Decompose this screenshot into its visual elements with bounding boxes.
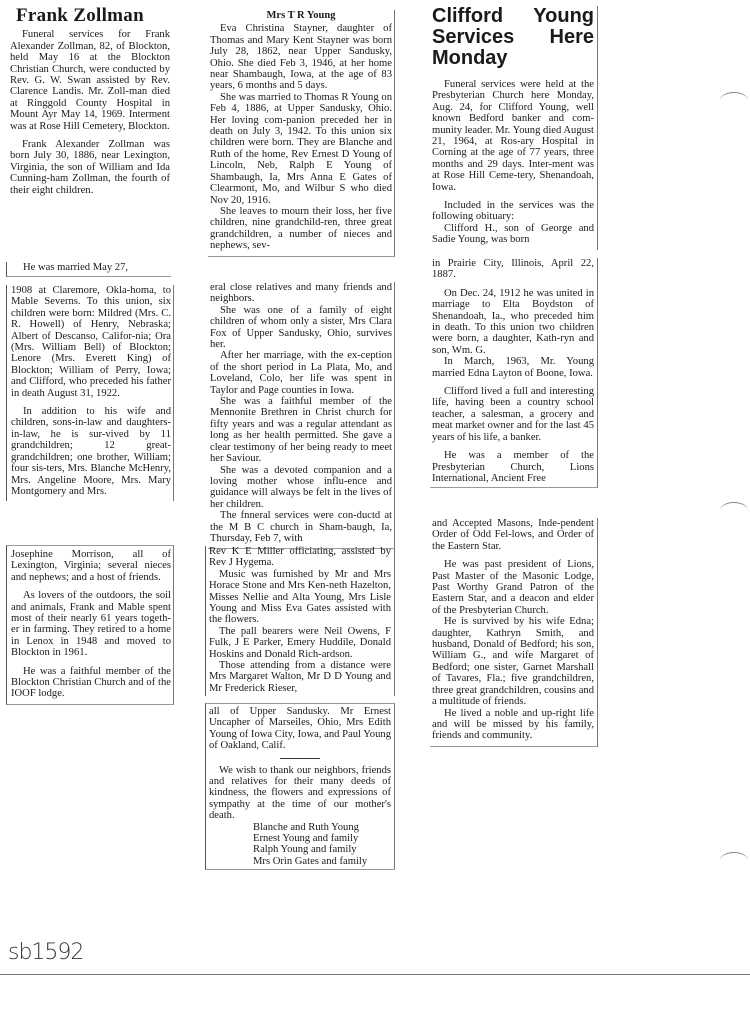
zollman-paragraph: He was married May 27,	[23, 262, 129, 273]
zollman-paragraph: As lovers of the outdoors, the soil and animals, Frank and Mable spent most of their nearly 61 years togeth-er in farming. They retired to a home in Lenox in 1948 and moved to Blockton in 1961.	[11, 590, 171, 659]
zollman-paragraph: Funeral services for Frank Alexander Zollman, 82, of Blockton, held May 16 at the Blockton Christian Church, were conducted by Rev. G. W. Swan assisted by Rev. Clarence Landis. Mr. Zoll-man died at Ringgold County Hospital in Mount Ayr May 14, 1969. Interment was at Rose Hill Cemetery, Blockton.	[10, 29, 170, 132]
young-tr-clipping-2	[208, 282, 395, 549]
binder-hole-mark	[720, 92, 748, 109]
young-tr-paragraph: Those attending from a distance were Mrs Margaret Walton, Mr D D Young and Mr Frederick Rieser,	[209, 660, 391, 694]
young-tr-paragraph: She was one of a family of eight children of whom only a sister, Mrs Clara Fox of Upper Sandusky, Ohio, survives her.	[210, 304, 392, 351]
clifford-paragraph: He was a member of the Presbyterian Church, Lions International, Ancient Free	[432, 450, 594, 484]
clifford-paragraph: He lived a noble and up-right life and will be missed by his family, friends and community.	[432, 707, 594, 742]
zollman-title: Frank Zollman	[16, 5, 144, 26]
young-tr-clipping-1	[208, 10, 395, 257]
young-tr-title: Mrs T R Young	[266, 10, 336, 21]
zollman-paragraph: In addition to his wife and children, sons-in-law and daughters-in-law, he is sur-vived by 11 grandchildren; 12 great-grandchildren; one brother, William; four sis-ters, Mrs. Blanche McHenry, Mrs. Angeline Moore, Mrs. Mary Montgomery and Mrs.	[11, 406, 171, 497]
zollman-paragraph: Josephine Morrison, all of Lexington, Virginia; several nieces and nephews; and a host of friends.	[11, 549, 171, 583]
zollman-clipping-3	[6, 285, 174, 501]
signature-line: Blanche and Ruth Young	[253, 821, 359, 833]
clifford-clipping-1	[430, 6, 598, 250]
binder-hole-mark	[720, 852, 748, 869]
clifford-paragraph: Included in the services was the following obituary:	[432, 200, 594, 223]
young-tr-paragraph: She was a faithful member of the Mennonite Brethren in Christ church for fifty years and was a regular attendant as long as her health permitted. She gave a clear testimony of her being ready to meet her Saviour.	[210, 396, 392, 465]
young-tr-paragraph: eral close relatives and many friends and neighbors.	[210, 282, 392, 305]
clifford-paragraph: Funeral services were held at the Presbyterian Church here Monday, Aug. 24, for Clifford Young, well known Bedford banker and com-munity leader. Mr. Young died August 21, 1964, at Ros-ary Hospital in Corning at the age of 77 years, three months and 29 days. Inter-ment was at Rose Hill Ceme-tery, Shenandoah, Iowa.	[432, 79, 594, 193]
clifford-paragraph: Clifford lived a full and interesting life, having been a country school teacher, a salesman, a grocery and meat market owner and for the last 45 years of his life, a banker.	[432, 386, 594, 443]
young-tr-paragraph: Music was furnished by Mr and Mrs Horace Stone and Mrs Ken-neth Hazelton, Misses Nellie and Alta Young, Mrs Lisle Young and Miss Eva Gates assisted with the flowers.	[209, 568, 391, 626]
clifford-clipping-3	[430, 518, 598, 747]
young-tr-paragraph: The fnneral services were con-ductd at the M B C church in Sham-baugh, Ia, Thursday, Feb 7, with	[210, 510, 392, 544]
signature-line: Ralph Young and family	[253, 844, 357, 856]
young-tr-paragraph: She was a devoted companion and a loving mother whose influ-ence and guidance will always be felt in the lives of her children.	[210, 464, 392, 510]
signatures	[209, 822, 391, 868]
zollman-paragraph: Frank Alexander Zollman was born July 30, 1886, near Lexington, Virginia, the son of William and Ida Cunning-ham Zollman, the fourth of their eight children.	[10, 139, 170, 196]
young-tr-paragraph: all of Upper Sandusky. Mr Ernest Uncapher of Marseiles, Ohio, Mrs Edith Young of Iowa City, Iowa, and Paul Young of Oakland, Calif.	[209, 706, 391, 752]
clifford-title: Clifford Young Services Here Monday	[432, 5, 594, 69]
clifford-paragraph: He was past president of Lions, Past Master of the Masonic Lodge, Past Worthy Grand Patron of the Eastern Star, and a deacon and elder of the Presbyterian Church.	[432, 559, 594, 616]
young-tr-paragraph: She leaves to mourn their loss, her five children, nine grandchild-ren, three great grandchildren, a number of nieces and nephews, sev-	[210, 205, 392, 252]
zollman-clipping-1	[6, 5, 170, 196]
young-tr-paragraph: The pall bearers were Neil Owens, F Fulk, J E Parker, Emery Huddile, Donald Hoskins and Donald Rich-ardson.	[209, 625, 391, 660]
zollman-paragraph: 1908 at Claremore, Okla-homa, to Mable Severns. To this union, six children were born: Mildred (Mrs. C. R. Howell) of Henry, Nebraska; Albert of Descanso, Califor-nia; Ora (Mrs. William Bell) of Blockton; Lenore (Mrs. Everett King) of Blockton; William of Perry, Iowa; and Clifford, who preceded his father in death August 31, 1922.	[11, 285, 171, 399]
binder-hole-mark	[720, 502, 748, 519]
young-tr-paragraph: Eva Christina Stayner, daughter of Thomas and Mary Kent Stayner was born July 28, 1862, near Upper Sandusky, Ohio. She died Feb 3, 1946, at her home near Shambaugh, Iowa, at the age of 83 years, 6 months and 5 days.	[210, 23, 392, 92]
young-tr-clipping-4	[205, 703, 395, 870]
signature-line: Mrs Orin Gates and family	[253, 855, 368, 867]
clifford-paragraph: He is survived by his wife Edna; daughter, Kathryn Smith, and husband, Donald of Bedford; his son, William G., and wife Margaret of Bedford; one sister, Garnet Marshall of Tavares, Fla.; five grandchildren, three great grandchildren, cousins and a multitude of friends.	[432, 616, 594, 708]
young-tr-paragraph: Rev K E Miller officiating, assisted by Rev J Hygema.	[209, 546, 391, 569]
signature-line: Ernest Young and family	[253, 833, 359, 845]
young-tr-clipping-3	[205, 546, 395, 696]
clifford-paragraph: in Prairie City, Illinois, April 22, 1887.	[432, 258, 594, 281]
clifford-paragraph: Clifford H., son of George and Sadie Young, was born	[432, 222, 594, 246]
clifford-clipping-2	[430, 258, 598, 488]
clifford-paragraph: In March, 1963, Mr. Young married Edna Layton of Boone, Iowa.	[432, 356, 594, 379]
handwritten-label: sb1592	[8, 940, 84, 965]
clifford-paragraph: and Accepted Masons, Inde-pendent Order of Odd Fel-lows, and Order of the Eastern Star.	[432, 518, 594, 552]
card-of-thanks: We wish to thank our neighbors, friends and relatives for their many deeds of kindness, the flowers and expressions of sympathy at the time of our mother's death.	[209, 764, 391, 822]
zollman-clipping-4	[6, 545, 174, 705]
page-edge-line	[0, 974, 750, 975]
divider	[280, 758, 320, 759]
clifford-paragraph: On Dec. 24, 1912 he was united in marriage to Elta Boydston of Shenandoah, Ia., who preceded him in death. To this union two children were born, a daughter, Kath-ryn and son, Wm. G.	[432, 287, 594, 356]
young-tr-paragraph: She was married to Thomas R Young on Feb 4, 1886, at Upper Sandusky, Ohio. Her loving com-panion preceded her in death on July 3, 1942. To this union six children were born. They are Blanche and Ruth of the home, Rev Ernest D Young of Lincoln, Neb, Ralph E Young of Shambaugh, Ia, Mrs Anna E Gates of Clearmont, Mo, and Wilbur S who died Nov 20, 1916.	[210, 91, 392, 206]
young-tr-paragraph: After her marriage, with the ex-ception of the short period in La Plata, Mo, and Loveland, Colo, her life was spent in Taylor and Page counties in Iowa.	[210, 350, 392, 396]
zollman-paragraph: He was a faithful member of the Blockton Christian Church and of the IOOF lodge.	[11, 665, 171, 700]
zollman-clipping-2	[6, 262, 171, 277]
